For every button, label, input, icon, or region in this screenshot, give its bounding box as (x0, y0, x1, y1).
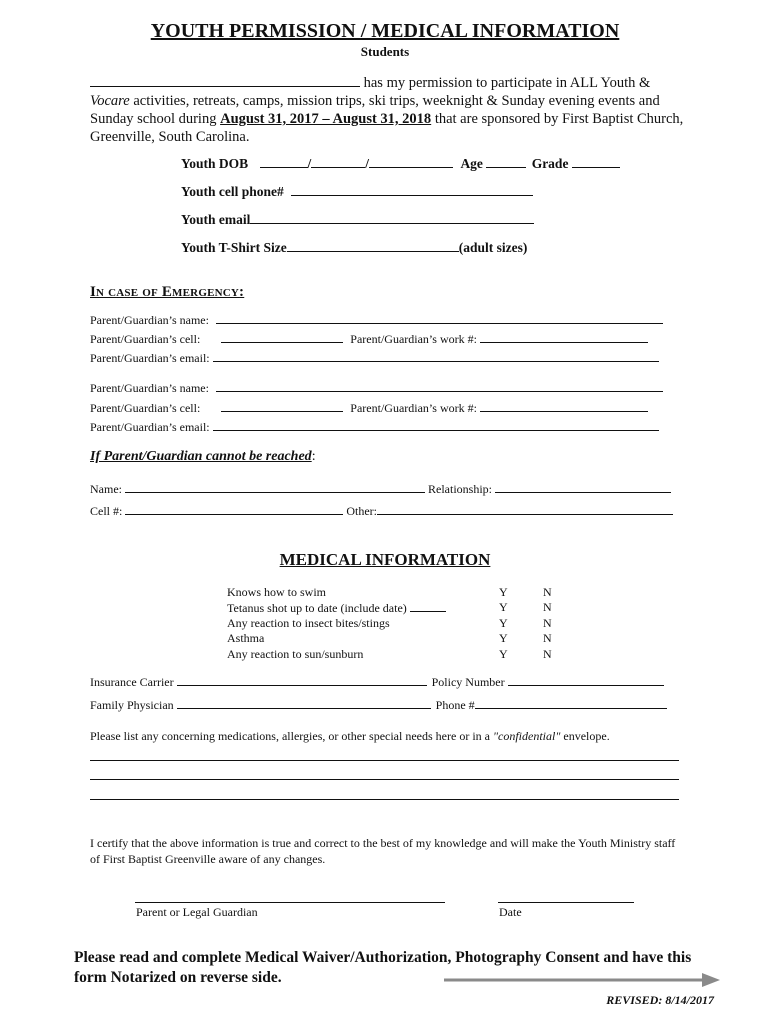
swim-yes-option[interactable]: Y (499, 585, 508, 599)
intro-text-1: has my permission to participate in ALL Youth & (360, 75, 651, 91)
alt-contact-name-row (90, 481, 671, 497)
permission-statement (90, 74, 690, 146)
dob-month-field[interactable] (260, 156, 308, 168)
guardian2-cell-row (90, 400, 648, 416)
guardian2-cell-label: Parent/Guardian’s cell: (90, 401, 201, 415)
insect-no-option[interactable]: N (543, 616, 552, 630)
physician-phone-field[interactable] (475, 697, 667, 709)
guardian2-work-label: Parent/Guardian’s work #: (350, 401, 477, 415)
revision-date: REVISED: 8/14/2017 (606, 993, 714, 1007)
alt-name-field[interactable] (125, 481, 425, 493)
alt-name-label: Name: (90, 482, 122, 496)
medical-item-asthma: Asthma (227, 631, 265, 645)
youth-tshirt-label: Youth T-Shirt Size (181, 240, 287, 255)
dob-year-field[interactable] (369, 156, 453, 168)
guardian1-name-row (90, 312, 663, 328)
medical-item-tetanus: Tetanus shot up to date (include date) (227, 600, 446, 616)
guardian2-work-field[interactable] (480, 400, 648, 412)
tetanus-yes-option[interactable]: Y (499, 600, 508, 614)
youth-dob-row (181, 156, 620, 172)
alt-cell-field[interactable] (125, 503, 343, 515)
guardian1-cell-label: Parent/Guardian’s cell: (90, 332, 201, 346)
youth-grade-field[interactable] (572, 156, 620, 168)
intro-text-3: that are sponsored by First Baptist Church, Greenville, South Carolina. (90, 111, 684, 145)
certification-statement: I certify that the above information is true and correct to the best of my knowledge and will make the Youth Ministry staff of First Baptist Greenville aware of any changes. (90, 836, 676, 866)
tetanus-no-option[interactable]: N (543, 600, 552, 614)
guardian2-email-field[interactable] (213, 419, 659, 431)
youth-age-label: Age (460, 156, 483, 171)
youth-email-label: Youth email (181, 212, 251, 227)
reverse-side-instruction: Please read and complete Medical Waiver/Authorization, Photography Consent and have this form Notarized on reverse side. (74, 949, 692, 986)
intro-dates: August 31, 2017 – August 31, 2018 (220, 111, 432, 127)
special-needs-line-2[interactable] (90, 779, 679, 780)
physician-phone-label: Phone # (435, 698, 475, 712)
guardian2-name-label: Parent/Guardian’s name: (90, 381, 209, 395)
insect-yes-option[interactable]: Y (499, 616, 508, 630)
insurance-field[interactable] (177, 674, 427, 686)
insurance-label: Insurance Carrier (90, 675, 174, 689)
youth-cell-field[interactable] (291, 184, 533, 196)
alt-contact-cell-row (90, 503, 673, 519)
physician-row (90, 697, 667, 713)
guardian1-cell-field[interactable] (221, 331, 343, 343)
youth-email-field[interactable] (250, 212, 534, 224)
guardian1-work-field[interactable] (480, 331, 648, 343)
guardian2-cell-field[interactable] (221, 400, 343, 412)
form-subtitle: Students (360, 44, 410, 59)
asthma-yes-option[interactable]: Y (499, 631, 508, 645)
youth-tshirt-row (181, 240, 527, 256)
guardian2-email-row (90, 419, 659, 435)
alt-other-field[interactable] (377, 503, 673, 515)
alt-cell-label: Cell #: (90, 504, 123, 518)
arrow-right-icon (444, 972, 720, 988)
youth-cell-row (181, 184, 533, 200)
form-title: YOUTH PERMISSION / MEDICAL INFORMATION (150, 20, 620, 42)
guardian-signature-label: Parent or Legal Guardian (136, 905, 258, 919)
date-line[interactable] (498, 902, 634, 903)
special-needs-note: Please list any concerning medications, allergies, or other special needs here or in a "confidential" envelope. (90, 729, 610, 743)
alt-relationship-label: Relationship: (428, 482, 492, 496)
intro-vocare: Vocare (90, 93, 130, 109)
date-label: Date (499, 905, 522, 919)
alt-other-label: Other: (346, 504, 377, 518)
youth-age-field[interactable] (486, 156, 526, 168)
youth-dob-label: Youth DOB (181, 156, 249, 171)
youth-email-row (181, 212, 534, 228)
student-name-field[interactable] (90, 74, 360, 87)
policy-label: Policy Number (431, 675, 505, 689)
physician-field[interactable] (177, 697, 431, 709)
medical-heading: MEDICAL INFORMATION (279, 550, 491, 569)
guardian1-email-label: Parent/Guardian’s email: (90, 351, 210, 365)
youth-tshirt-suffix: (adult sizes) (458, 240, 528, 255)
guardian1-cell-row (90, 331, 648, 347)
guardian1-name-field[interactable] (216, 312, 663, 324)
guardian1-email-row (90, 350, 659, 366)
medical-item-sun: Any reaction to sun/sunburn (227, 647, 364, 661)
guardian1-work-label: Parent/Guardian’s work #: (350, 332, 477, 346)
policy-field[interactable] (508, 674, 664, 686)
physician-label: Family Physician (90, 698, 174, 712)
medical-item-insect: Any reaction to insect bites/stings (227, 616, 390, 630)
guardian1-email-field[interactable] (213, 350, 659, 362)
sun-yes-option[interactable]: Y (499, 647, 508, 661)
alt-relationship-field[interactable] (495, 481, 671, 493)
youth-grade-label: Grade (531, 156, 569, 171)
guardian2-name-field[interactable] (216, 380, 663, 392)
asthma-no-option[interactable]: N (543, 631, 552, 645)
insurance-row (90, 674, 664, 690)
dob-slash-2: / (365, 156, 370, 171)
unreached-heading: If Parent/Guardian cannot be reached: (90, 449, 316, 464)
tetanus-date-field[interactable] (410, 600, 446, 612)
special-needs-line-1[interactable] (90, 760, 679, 761)
guardian2-email-label: Parent/Guardian’s email: (90, 420, 210, 434)
medical-item-swim: Knows how to swim (227, 585, 327, 599)
special-needs-line-3[interactable] (90, 799, 679, 800)
sun-no-option[interactable]: N (543, 647, 552, 661)
youth-cell-label: Youth cell phone# (181, 184, 284, 199)
guardian2-name-row (90, 380, 663, 396)
guardian1-name-label: Parent/Guardian’s name: (90, 313, 209, 327)
emergency-heading: In case of Emergency: (90, 284, 245, 300)
dob-slash-1: / (307, 156, 312, 171)
intro-text-2: activities, retreats, camps, mission trips, ski trips, weeknight & Sunday evening events and Sunday school during (90, 93, 660, 127)
youth-tshirt-field[interactable] (287, 240, 459, 252)
swim-no-option[interactable]: N (543, 585, 552, 599)
dob-day-field[interactable] (311, 156, 365, 168)
guardian-signature-line[interactable] (135, 902, 445, 903)
